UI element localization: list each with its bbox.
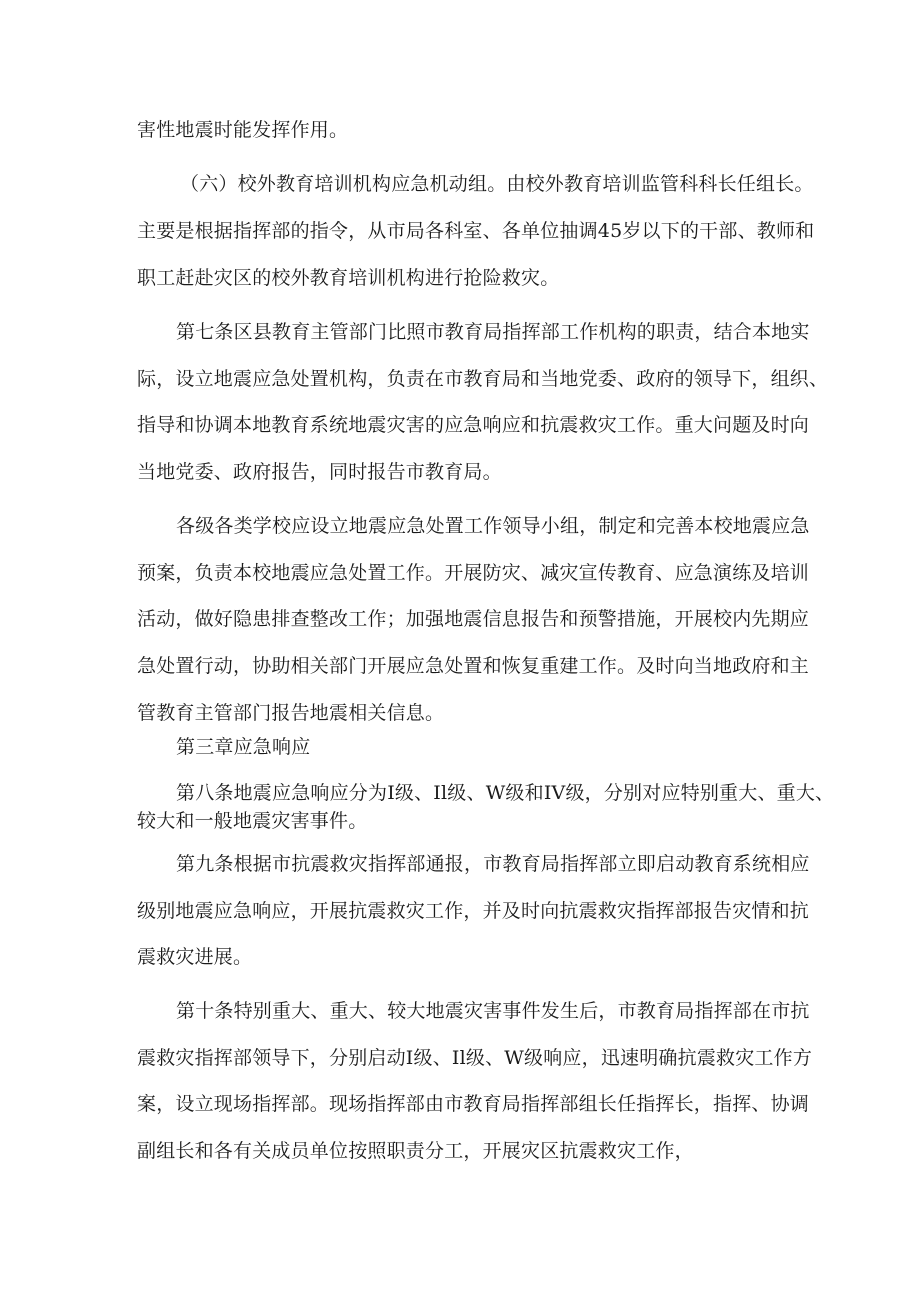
chapter-heading: 第三章应急响应 [176, 736, 311, 758]
text-line: 第十条特别重大、重大、较大地震灾害事件发生后，市教育局指挥部在市抗 [176, 1000, 810, 1022]
text-line: 较大和一般地震灾害事件。 [137, 810, 368, 832]
text-line: 副组长和各有关成员单位按照职责分工，开展灾区抗震救灾工作， [137, 1140, 694, 1162]
text-line: 指导和协调本地教育系统地震灾害的应急响应和抗震救灾工作。重大问题及时向 [137, 414, 810, 436]
text-line: 震救灾指挥部领导下，分别启动I级、Il级、W级响应，迅速明确抗震救灾工作方 [137, 1047, 813, 1069]
text-line: （六）校外教育培训机构应急机动组。由校外教育培训监管科科长任组长。 [180, 173, 814, 195]
text-line: 第九条根据市抗震救灾指挥部通报，市教育局指挥部立即启动教育系统相应 [176, 853, 810, 875]
text-line: 预案，负责本校地震应急处置工作。开展防灾、减灾宣传教育、应急演练及培训 [137, 562, 810, 584]
text-line: 急处置行动，协助相关部门开展应急处置和恢复重建工作。及时向当地政府和主 [137, 655, 810, 677]
text-line: 震救灾进展。 [137, 946, 253, 968]
text-line: 活动，做好隐患排查整改工作；加强地震信息报告和预警措施，开展校内先期应 [137, 608, 810, 630]
text-line: 主要是根据指挥部的指令，从市局各科室、各单位抽调45岁以下的干部、教师和 [137, 220, 815, 242]
text-line: 各级各类学校应设立地震应急处置工作领导小组，制定和完善本校地震应急 [176, 515, 810, 537]
text-line: 级别地震应急响应，开展抗震救灾工作，并及时向抗震救灾指挥部报告灾情和抗 [137, 900, 810, 922]
text-line: 害性地震时能发挥作用。 [137, 119, 349, 141]
text-line: 管教育主管部门报告地震相关信息。 [137, 702, 445, 724]
text-line: 际，设立地震应急处置机构，负责在市教育局和当地党委、政府的领导下，组织、 [137, 368, 829, 390]
text-line: 职工赶赴灾区的校外教育培训机构进行抢险救灾。 [137, 267, 560, 289]
text-line: 第八条地震应急响应分为I级、Il级、W级和IV级，分别对应特别重大、重大、 [176, 782, 835, 804]
text-line: 当地党委、政府报告，同时报告市教育局。 [137, 461, 502, 483]
text-line: 案，设立现场指挥部。现场指挥部由市教育局指挥部组长任指挥长，指挥、协调 [137, 1093, 810, 1115]
text-line: 第七条区县教育主管部门比照市教育局指挥部工作机构的职责，结合本地实 [176, 321, 810, 343]
